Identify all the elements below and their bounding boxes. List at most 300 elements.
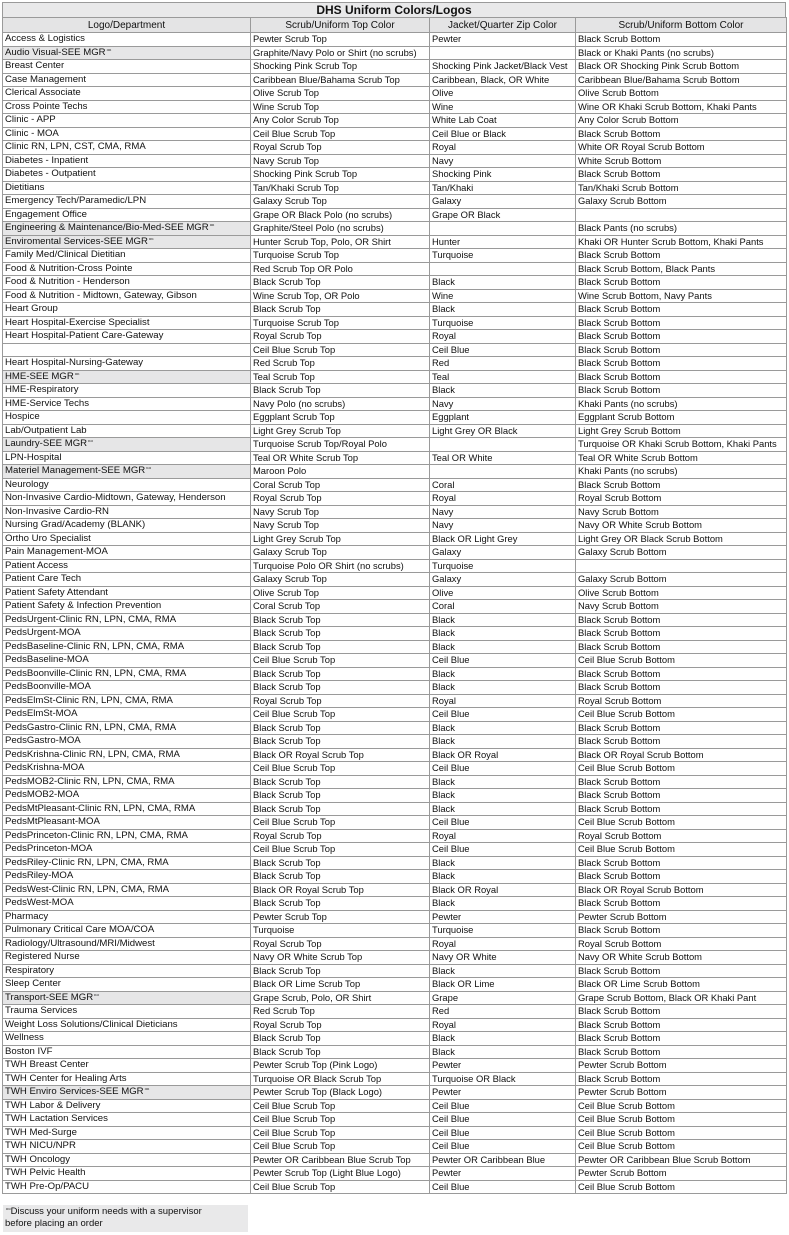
department-cell xyxy=(3,181,251,195)
jacket-color-cell: Teal OR White xyxy=(430,451,576,465)
department-cell xyxy=(3,87,251,101)
table-row xyxy=(3,978,787,992)
uniform-document xyxy=(2,2,786,1194)
bottom-color-cell: Black Scrub Bottom xyxy=(576,681,787,695)
department-name: TWH Center for Healing Arts xyxy=(5,1072,127,1084)
jacket-color-cell: Olive xyxy=(430,87,576,101)
department-cell xyxy=(3,1126,251,1140)
department-name: PedsElmSt-Clinic RN, LPN, CMA, RMA xyxy=(5,694,173,706)
table-row xyxy=(3,154,787,168)
department-cell xyxy=(3,343,251,357)
table-row xyxy=(3,195,787,209)
department-cell xyxy=(3,627,251,641)
table-row xyxy=(3,478,787,492)
jacket-color-cell: White Lab Coat xyxy=(430,114,576,128)
department-cell xyxy=(3,451,251,465)
table-row xyxy=(3,222,787,236)
table-row xyxy=(3,1005,787,1019)
bottom-color-cell: Pewter Scrub Bottom xyxy=(576,1086,787,1100)
jacket-color-cell: Pewter xyxy=(430,910,576,924)
table-row xyxy=(3,640,787,654)
top-color-cell: Pewter Scrub Top (Black Logo) xyxy=(251,1086,430,1100)
jacket-color-cell: Black xyxy=(430,613,576,627)
bottom-color-cell: Black Scrub Bottom, Black Pants xyxy=(576,262,787,276)
bottom-color-cell: Black Scrub Bottom xyxy=(576,276,787,290)
jacket-color-cell: Navy xyxy=(430,505,576,519)
table-row xyxy=(3,667,787,681)
table-row xyxy=(3,910,787,924)
jacket-color-cell xyxy=(430,46,576,60)
jacket-color-cell: Wine xyxy=(430,100,576,114)
department-cell xyxy=(3,397,251,411)
top-color-cell: Galaxy Scrub Top xyxy=(251,195,430,209)
bottom-color-cell: Any Color Scrub Bottom xyxy=(576,114,787,128)
department-cell xyxy=(3,303,251,317)
top-color-cell: Black Scrub Top xyxy=(251,721,430,735)
department-name: Registered Nurse xyxy=(5,951,80,963)
department-cell xyxy=(3,478,251,492)
table-row xyxy=(3,748,787,762)
bottom-color-cell: Pewter Scrub Bottom xyxy=(576,1167,787,1181)
footnote-line-1: Discuss your uniform needs with a supervisor xyxy=(10,1206,202,1217)
department-name: PedsKrishna-Clinic RN, LPN, CMA, RMA xyxy=(5,748,180,760)
jacket-color-cell: Navy xyxy=(430,519,576,533)
see-manager-footnote-mark: ““ xyxy=(209,224,215,232)
jacket-color-cell xyxy=(430,438,576,452)
table-row xyxy=(3,1113,787,1127)
bottom-color-cell: Navy OR White Scrub Bottom xyxy=(576,951,787,965)
department-name: Trauma Services xyxy=(5,1005,78,1017)
bottom-color-cell: Ceil Blue Scrub Bottom xyxy=(576,654,787,668)
jacket-color-cell: Black xyxy=(430,667,576,681)
top-color-cell: Maroon Polo xyxy=(251,465,430,479)
table-row xyxy=(3,586,787,600)
bottom-color-cell: Black OR Royal Scrub Bottom xyxy=(576,883,787,897)
department-name: Respiratory xyxy=(5,964,55,976)
department-cell xyxy=(3,1153,251,1167)
bottom-color-cell: Black Scrub Bottom xyxy=(576,1018,787,1032)
department-name: Diabetes - Inpatient xyxy=(5,154,89,166)
jacket-color-cell: Pewter xyxy=(430,1167,576,1181)
top-color-cell: Light Grey Scrub Top xyxy=(251,424,430,438)
department-cell xyxy=(3,33,251,47)
top-color-cell: Navy Polo (no scrubs) xyxy=(251,397,430,411)
top-color-cell: Ceil Blue Scrub Top xyxy=(251,343,430,357)
jacket-color-cell: Coral xyxy=(430,600,576,614)
jacket-color-cell: Ceil Blue or Black xyxy=(430,127,576,141)
bottom-color-cell: Black Scrub Bottom xyxy=(576,897,787,911)
top-color-cell: Royal Scrub Top xyxy=(251,1018,430,1032)
top-color-cell: Ceil Blue Scrub Top xyxy=(251,654,430,668)
department-name: Hospice xyxy=(5,411,40,423)
table-row xyxy=(3,843,787,857)
top-color-cell: Royal Scrub Top xyxy=(251,829,430,843)
table-row xyxy=(3,1059,787,1073)
department-name: TWH Pre-Op/PACU xyxy=(5,1180,90,1192)
department-name: HME-Service Techs xyxy=(5,397,90,409)
jacket-color-cell: Black xyxy=(430,721,576,735)
department-name: PedsPrinceton-MOA xyxy=(5,843,93,855)
jacket-color-cell: Ceil Blue xyxy=(430,708,576,722)
bottom-color-cell: Black Scrub Bottom xyxy=(576,964,787,978)
table-row xyxy=(3,411,787,425)
bottom-color-cell: Black Scrub Bottom xyxy=(576,168,787,182)
jacket-color-cell: Black xyxy=(430,802,576,816)
table-row xyxy=(3,438,787,452)
top-color-cell: Wine Scrub Top, OR Polo xyxy=(251,289,430,303)
jacket-color-cell: Teal xyxy=(430,370,576,384)
jacket-color-cell: Turquoise xyxy=(430,559,576,573)
top-color-cell: Olive Scrub Top xyxy=(251,586,430,600)
jacket-color-cell: Royal xyxy=(430,829,576,843)
bottom-color-cell: Black Scrub Bottom xyxy=(576,667,787,681)
department-name: TWH Enviro Services-SEE MGR xyxy=(5,1086,144,1098)
jacket-color-cell xyxy=(430,262,576,276)
top-color-cell: Pewter Scrub Top xyxy=(251,33,430,47)
department-name: Enviromental Services-SEE MGR xyxy=(5,235,148,247)
table-row xyxy=(3,1045,787,1059)
department-cell xyxy=(3,991,251,1005)
see-manager-footnote-mark: ““ xyxy=(148,237,154,245)
bottom-color-cell: Tan/Khaki Scrub Bottom xyxy=(576,181,787,195)
department-name: PedsWest-MOA xyxy=(5,897,74,909)
table-row xyxy=(3,303,787,317)
bottom-color-cell: Black Scrub Bottom xyxy=(576,640,787,654)
jacket-color-cell: Olive xyxy=(430,586,576,600)
department-name: PedsRiley-MOA xyxy=(5,870,74,882)
jacket-color-cell: Black xyxy=(430,627,576,641)
department-cell xyxy=(3,883,251,897)
table-row xyxy=(3,370,787,384)
jacket-color-cell xyxy=(430,465,576,479)
top-color-cell: Ceil Blue Scrub Top xyxy=(251,708,430,722)
bottom-color-cell: Black Scrub Bottom xyxy=(576,1045,787,1059)
top-color-cell: Ceil Blue Scrub Top xyxy=(251,762,430,776)
table-row xyxy=(3,330,787,344)
department-cell xyxy=(3,775,251,789)
department-cell xyxy=(3,910,251,924)
jacket-color-cell: Caribbean, Black, OR White xyxy=(430,73,576,87)
bottom-color-cell: Black Scrub Bottom xyxy=(576,735,787,749)
department-name: PedsUrgent-Clinic RN, LPN, CMA, RMA xyxy=(5,613,177,625)
jacket-color-cell: Royal xyxy=(430,694,576,708)
department-cell xyxy=(3,586,251,600)
department-cell xyxy=(3,546,251,560)
department-cell xyxy=(3,370,251,384)
department-cell xyxy=(3,802,251,816)
table-row xyxy=(3,100,787,114)
jacket-color-cell: Black xyxy=(430,1032,576,1046)
jacket-color-cell: Black xyxy=(430,897,576,911)
jacket-color-cell: Royal xyxy=(430,937,576,951)
document-title: DHS Uniform Colors/Logos xyxy=(2,2,786,17)
department-name: Laundry-SEE MGR xyxy=(5,438,88,450)
jacket-color-cell: Ceil Blue xyxy=(430,1126,576,1140)
bottom-color-cell: Light Grey OR Black Scrub Bottom xyxy=(576,532,787,546)
top-color-cell: Shocking Pink Scrub Top xyxy=(251,60,430,74)
top-color-cell: Black Scrub Top xyxy=(251,870,430,884)
department-cell xyxy=(3,856,251,870)
top-color-cell: Navy Scrub Top xyxy=(251,519,430,533)
department-cell xyxy=(3,1059,251,1073)
department-name: Non-Invasive Cardio-Midtown, Gateway, Henderson xyxy=(5,492,226,504)
bottom-color-cell: Black Scrub Bottom xyxy=(576,802,787,816)
top-color-cell: Ceil Blue Scrub Top xyxy=(251,1113,430,1127)
table-row xyxy=(3,384,787,398)
top-color-cell: Pewter OR Caribbean Blue Scrub Top xyxy=(251,1153,430,1167)
jacket-color-cell: Black xyxy=(430,681,576,695)
department-cell xyxy=(3,681,251,695)
department-cell xyxy=(3,829,251,843)
top-color-cell: Any Color Scrub Top xyxy=(251,114,430,128)
top-color-cell: Red Scrub Top OR Polo xyxy=(251,262,430,276)
jacket-color-cell: Red xyxy=(430,357,576,371)
department-name: PedsPrinceton-Clinic RN, LPN, CMA, RMA xyxy=(5,829,188,841)
table-row xyxy=(3,397,787,411)
bottom-color-cell: Pewter Scrub Bottom xyxy=(576,910,787,924)
bottom-color-cell: Ceil Blue Scrub Bottom xyxy=(576,1180,787,1194)
department-cell xyxy=(3,1032,251,1046)
jacket-color-cell: Galaxy xyxy=(430,573,576,587)
table-row xyxy=(3,883,787,897)
jacket-color-cell: Galaxy xyxy=(430,546,576,560)
department-name: LPN-Hospital xyxy=(5,451,62,463)
top-color-cell: Black Scrub Top xyxy=(251,627,430,641)
top-color-cell: Coral Scrub Top xyxy=(251,478,430,492)
header-jacket-color: Jacket/Quarter Zip Color xyxy=(430,18,576,33)
table-row xyxy=(3,235,787,249)
jacket-color-cell: Shocking Pink Jacket/Black Vest xyxy=(430,60,576,74)
department-name: Nursing Grad/Academy (BLANK) xyxy=(5,519,146,531)
table-row xyxy=(3,208,787,222)
department-cell xyxy=(3,816,251,830)
bottom-color-cell: Ceil Blue Scrub Bottom xyxy=(576,1140,787,1154)
department-name: Case Management xyxy=(5,73,87,85)
department-cell xyxy=(3,559,251,573)
table-row xyxy=(3,546,787,560)
table-row xyxy=(3,951,787,965)
bottom-color-cell: Royal Scrub Bottom xyxy=(576,829,787,843)
bottom-color-cell: Khaki OR Hunter Scrub Bottom, Khaki Pants xyxy=(576,235,787,249)
jacket-color-cell: Ceil Blue xyxy=(430,1099,576,1113)
top-color-cell: Black Scrub Top xyxy=(251,667,430,681)
bottom-color-cell: Caribbean Blue/Bahama Scrub Bottom xyxy=(576,73,787,87)
department-name: Food & Nutrition-Cross Pointe xyxy=(5,262,133,274)
jacket-color-cell: Royal xyxy=(430,492,576,506)
jacket-color-cell: Black xyxy=(430,276,576,290)
top-color-cell: Teal Scrub Top xyxy=(251,370,430,384)
jacket-color-cell: Pewter xyxy=(430,33,576,47)
jacket-color-cell: Black xyxy=(430,303,576,317)
table-row xyxy=(3,424,787,438)
jacket-color-cell: Galaxy xyxy=(430,195,576,209)
bottom-color-cell: Khaki Pants (no scrubs) xyxy=(576,397,787,411)
top-color-cell: Navy Scrub Top xyxy=(251,505,430,519)
table-row xyxy=(3,519,787,533)
jacket-color-cell: Pewter xyxy=(430,1059,576,1073)
top-color-cell: Turquoise OR Black Scrub Top xyxy=(251,1072,430,1086)
bottom-color-cell: Black Scrub Bottom xyxy=(576,357,787,371)
table-row xyxy=(3,1018,787,1032)
table-row xyxy=(3,573,787,587)
top-color-cell: Ceil Blue Scrub Top xyxy=(251,1140,430,1154)
table-row xyxy=(3,357,787,371)
top-color-cell: Galaxy Scrub Top xyxy=(251,546,430,560)
bottom-color-cell: Black Scrub Bottom xyxy=(576,721,787,735)
top-color-cell: Black Scrub Top xyxy=(251,384,430,398)
bottom-color-cell: Grape Scrub Bottom, Black OR Khaki Pant xyxy=(576,991,787,1005)
table-row xyxy=(3,1140,787,1154)
department-name: PedsMtPleasant-MOA xyxy=(5,816,100,828)
jacket-color-cell: Grape OR Black xyxy=(430,208,576,222)
jacket-color-cell: Turquoise xyxy=(430,924,576,938)
department-name: PedsBoonville-MOA xyxy=(5,681,91,693)
bottom-color-cell: Ceil Blue Scrub Bottom xyxy=(576,1113,787,1127)
jacket-color-cell: Ceil Blue xyxy=(430,762,576,776)
table-row xyxy=(3,613,787,627)
top-color-cell: Black Scrub Top xyxy=(251,613,430,627)
jacket-color-cell: Royal xyxy=(430,141,576,155)
bottom-color-cell: Black Scrub Bottom xyxy=(576,1032,787,1046)
top-color-cell: Black Scrub Top xyxy=(251,1045,430,1059)
department-name: PedsKrishna-MOA xyxy=(5,762,85,774)
department-name: Food & Nutrition - Henderson xyxy=(5,276,130,288)
table-row xyxy=(3,1180,787,1194)
table-row xyxy=(3,775,787,789)
department-name: Wellness xyxy=(5,1032,44,1044)
department-name: TWH NICU/NPR xyxy=(5,1140,76,1152)
department-cell xyxy=(3,1072,251,1086)
table-row xyxy=(3,73,787,87)
table-row xyxy=(3,181,787,195)
department-cell xyxy=(3,924,251,938)
jacket-color-cell: Black xyxy=(430,1045,576,1059)
bottom-color-cell: Light Grey Scrub Bottom xyxy=(576,424,787,438)
uniform-table xyxy=(2,17,787,1194)
bottom-color-cell: Black or Khaki Pants (no scrubs) xyxy=(576,46,787,60)
department-cell xyxy=(3,613,251,627)
bottom-color-cell: Black Scrub Bottom xyxy=(576,343,787,357)
department-name: Breast Center xyxy=(5,60,65,72)
top-color-cell: Navy OR White Scrub Top xyxy=(251,951,430,965)
department-name: Diabetes - Outpatient xyxy=(5,168,96,180)
jacket-color-cell: Black OR Royal xyxy=(430,883,576,897)
table-row xyxy=(3,249,787,263)
bottom-color-cell: Black Scrub Bottom xyxy=(576,249,787,263)
bottom-color-cell: Wine OR Khaki Scrub Bottom, Khaki Pants xyxy=(576,100,787,114)
top-color-cell: Coral Scrub Top xyxy=(251,600,430,614)
bottom-color-cell: Black Scrub Bottom xyxy=(576,478,787,492)
department-cell xyxy=(3,519,251,533)
department-cell xyxy=(3,640,251,654)
bottom-color-cell: Black Scrub Bottom xyxy=(576,627,787,641)
top-color-cell: Wine Scrub Top xyxy=(251,100,430,114)
top-color-cell: Ceil Blue Scrub Top xyxy=(251,1126,430,1140)
bottom-color-cell: Wine Scrub Bottom, Navy Pants xyxy=(576,289,787,303)
bottom-color-cell: Galaxy Scrub Bottom xyxy=(576,573,787,587)
table-row xyxy=(3,897,787,911)
department-cell xyxy=(3,465,251,479)
top-color-cell: Ceil Blue Scrub Top xyxy=(251,127,430,141)
bottom-color-cell xyxy=(576,559,787,573)
header-bottom-color: Scrub/Uniform Bottom Color xyxy=(576,18,787,33)
department-name: Weight Loss Solutions/Clinical Dieticians xyxy=(5,1018,178,1030)
top-color-cell: Grape OR Black Polo (no scrubs) xyxy=(251,208,430,222)
bottom-color-cell: Black Scrub Bottom xyxy=(576,789,787,803)
top-color-cell: Turquoise Polo OR Shirt (no scrubs) xyxy=(251,559,430,573)
department-cell xyxy=(3,978,251,992)
bottom-color-cell: Black Scrub Bottom xyxy=(576,370,787,384)
bottom-color-cell: Turquoise OR Khaki Scrub Bottom, Khaki Pants xyxy=(576,438,787,452)
department-cell xyxy=(3,424,251,438)
table-row xyxy=(3,343,787,357)
see-manager-footnote-mark: ““ xyxy=(106,48,112,56)
table-row xyxy=(3,127,787,141)
department-name: PedsMtPleasant-Clinic RN, LPN, CMA, RMA xyxy=(5,802,196,814)
department-cell xyxy=(3,721,251,735)
table-row xyxy=(3,856,787,870)
department-name: Patient Care Tech xyxy=(5,573,82,585)
jacket-color-cell: Black OR Lime xyxy=(430,978,576,992)
department-name: PedsGastro-MOA xyxy=(5,735,81,747)
department-cell xyxy=(3,1113,251,1127)
department-cell xyxy=(3,735,251,749)
department-cell xyxy=(3,573,251,587)
bottom-color-cell: White OR Royal Scrub Bottom xyxy=(576,141,787,155)
table-row xyxy=(3,937,787,951)
top-color-cell: Royal Scrub Top xyxy=(251,141,430,155)
department-name: Clerical Associate xyxy=(5,87,81,99)
bottom-color-cell: Black Scrub Bottom xyxy=(576,330,787,344)
department-name: Patient Access xyxy=(5,559,68,571)
table-row xyxy=(3,789,787,803)
department-name: TWH Lactation Services xyxy=(5,1113,108,1125)
jacket-color-cell: Black xyxy=(430,856,576,870)
department-name: PedsElmSt-MOA xyxy=(5,708,78,720)
department-name: HME-Respiratory xyxy=(5,384,79,396)
bottom-color-cell: Olive Scrub Bottom xyxy=(576,87,787,101)
table-row xyxy=(3,829,787,843)
department-name: PedsGastro-Clinic RN, LPN, CMA, RMA xyxy=(5,721,177,733)
department-cell xyxy=(3,357,251,371)
top-color-cell: Black Scrub Top xyxy=(251,681,430,695)
jacket-color-cell: Ceil Blue xyxy=(430,1140,576,1154)
bottom-color-cell: Black Scrub Bottom xyxy=(576,924,787,938)
bottom-color-cell: Black Scrub Bottom xyxy=(576,316,787,330)
department-name: Transport-SEE MGR xyxy=(5,991,94,1003)
department-name: Patient Safety Attendant xyxy=(5,586,108,598)
jacket-color-cell: Navy xyxy=(430,154,576,168)
top-color-cell: Black Scrub Top xyxy=(251,735,430,749)
department-cell xyxy=(3,208,251,222)
department-name: Dietitians xyxy=(5,181,45,193)
bottom-color-cell: Ceil Blue Scrub Bottom xyxy=(576,816,787,830)
department-cell xyxy=(3,870,251,884)
top-color-cell: Turquoise xyxy=(251,924,430,938)
top-color-cell: Black Scrub Top xyxy=(251,802,430,816)
bottom-color-cell xyxy=(576,208,787,222)
bottom-color-cell: Galaxy Scrub Bottom xyxy=(576,546,787,560)
table-row xyxy=(3,991,787,1005)
department-cell xyxy=(3,438,251,452)
bottom-color-cell: Eggplant Scrub Bottom xyxy=(576,411,787,425)
bottom-color-cell: Black Scrub Bottom xyxy=(576,384,787,398)
jacket-color-cell: Ceil Blue xyxy=(430,816,576,830)
department-name: PedsWest-Clinic RN, LPN, CMA, RMA xyxy=(5,883,170,895)
table-row xyxy=(3,33,787,47)
department-name: Clinic RN, LPN, CST, CMA, RMA xyxy=(5,141,146,153)
table-row xyxy=(3,1167,787,1181)
